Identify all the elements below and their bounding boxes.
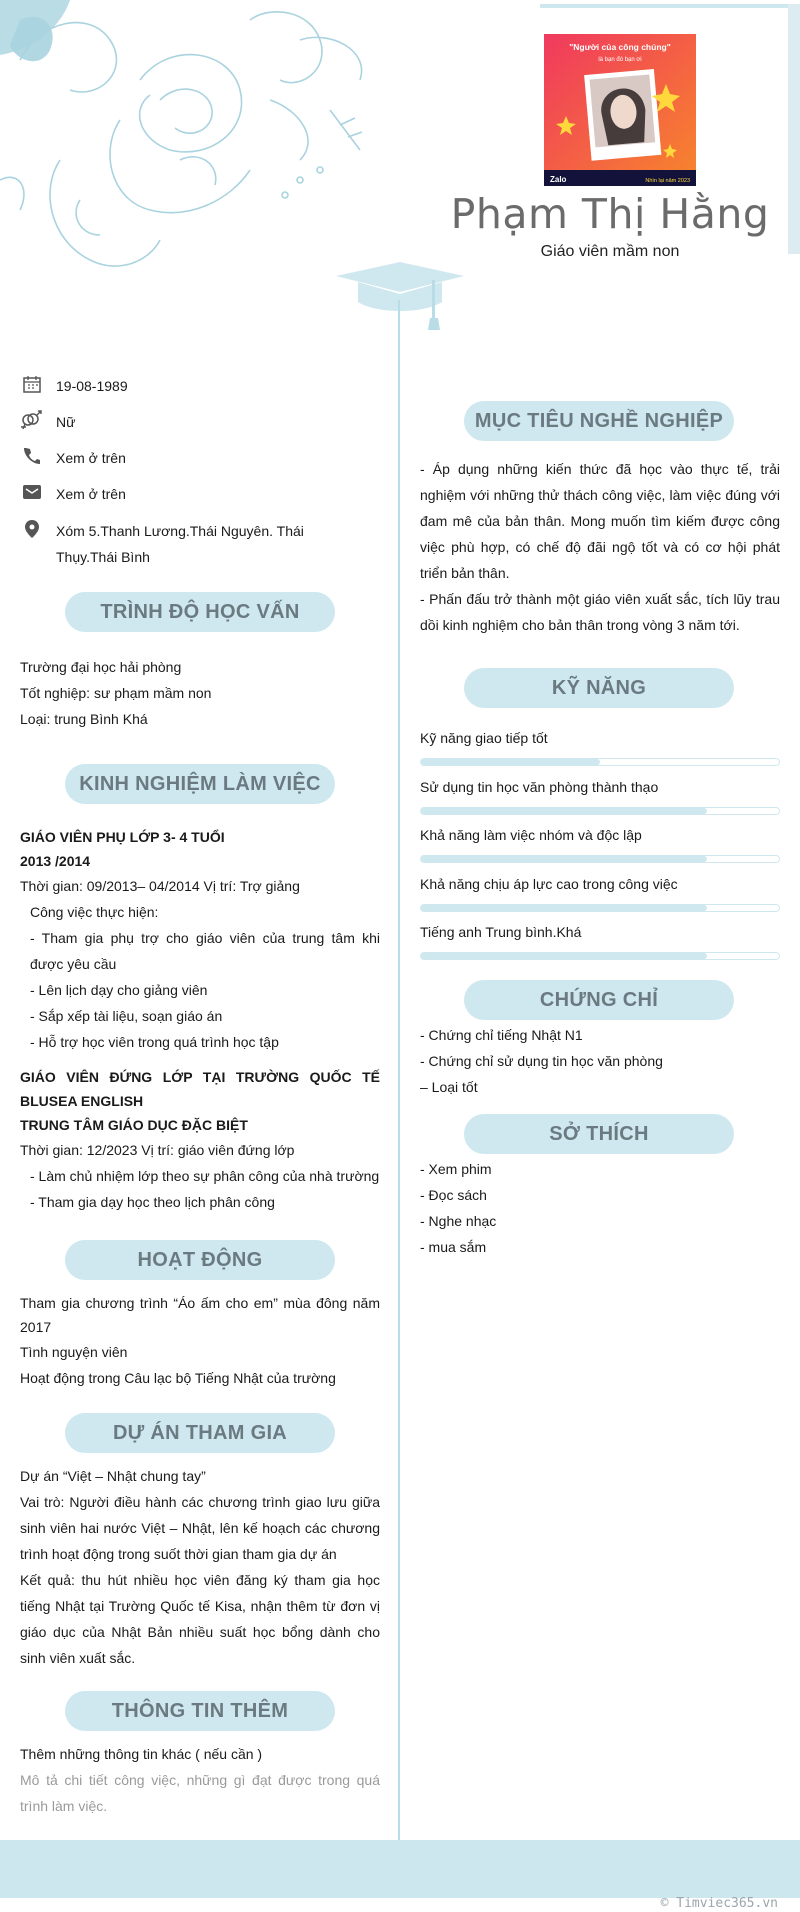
skill-level-bar — [420, 855, 780, 863]
job2-time: Thời gian: 12/2023 Vị trí: giáo viên đứng lớp — [20, 1142, 295, 1158]
activity-item: Tình nguyện viên — [20, 1344, 128, 1360]
job1-time: Thời gian: 09/2013– 04/2014 Vị trí: Trợ giảng — [20, 878, 300, 894]
skill-level-bar — [420, 758, 780, 766]
skills-heading: KỸ NĂNG — [464, 668, 734, 708]
education-school: Trường đại học hải phòng — [20, 659, 182, 675]
phone-icon — [20, 445, 44, 467]
avatar-sub: là bạn đó bạn ơi — [598, 57, 642, 63]
project-role: Vai trò: Người điều hành các chương trình giao lưu giữa sinh viên hai nước Việt – Nhật, lên kế hoạch các chương trình hoạt động trong suốt thời gian tham gia dự án — [20, 1494, 380, 1562]
projects-section — [20, 1463, 380, 1671]
birthdate: 19-08-1989 — [56, 378, 128, 394]
certificates-heading: CHỨNG CHỈ — [464, 980, 734, 1020]
objective-paragraph: - Áp dụng những kiến thức đã học vào thực tế, trải nghiệm với những thử thách công việc, làm việc đúng với đam mê của bản thân. Mong muốn tìm kiếm được công việc phù hợp, có chế độ đãi ngộ tốt và có cơ hội phát triển bản thân. — [420, 461, 780, 581]
activity-item: Tham gia chương trình “Áo ấm cho em” mùa đông năm 2017 — [20, 1295, 380, 1335]
education-section — [20, 654, 380, 732]
skill-level-fill — [421, 808, 707, 814]
skill-label: Sử dụng tin học văn phòng thành thạo — [420, 778, 659, 795]
hobby-item: - mua sắm — [420, 1239, 487, 1255]
education-grade: Loại: trung Bình Khá — [20, 711, 148, 727]
certificates-section — [420, 1022, 780, 1100]
address: Xóm 5.Thanh Lương.Thái Nguyên. Thái Thụy.Thái Bình — [56, 523, 304, 565]
hobbies-section — [420, 1156, 780, 1260]
skill-level-bar — [420, 952, 780, 960]
email-icon — [20, 481, 44, 503]
activities-section — [20, 1291, 380, 1391]
skill-label: Khả năng làm việc nhóm và độc lập — [420, 827, 642, 843]
objective-heading: MỤC TIÊU NGHỀ NGHIỆP — [464, 401, 734, 441]
job1-duty: - Tham gia phụ trợ cho giáo viên của trung tâm khi được yêu cầu — [30, 930, 380, 972]
footer-credit: © Timviec365.vn — [660, 1896, 778, 1911]
job2-title: GIÁO VIÊN ĐỨNG LỚP TẠI TRƯỜNG QUỐC TẾ BLUSEA ENGLISH — [20, 1069, 380, 1109]
skill-label: Tiếng anh Trung bình.Khá — [420, 924, 582, 940]
birthdate-row — [20, 373, 356, 399]
map-pin-icon — [20, 518, 44, 540]
education-major: Tốt nghiệp: sư phạm mầm non — [20, 685, 212, 701]
phone: Xem ở trên — [56, 450, 126, 466]
skill-label: Kỹ năng giao tiếp tốt — [420, 730, 548, 746]
job1-duty: - Lên lịch dạy cho giảng viên — [30, 982, 208, 998]
skill-level-fill — [421, 759, 600, 765]
objective-paragraph: - Phấn đấu trở thành một giáo viên xuất sắc, tích lũy trau dồi kinh nghiệm cho bản thân trong vòng 3 năm tới. — [420, 591, 780, 633]
skill-item — [420, 726, 780, 766]
job1-period: 2013 /2014 — [20, 853, 91, 869]
more-info-section — [20, 1741, 380, 1819]
gender-row — [20, 409, 356, 435]
certificate-item: – Loại tốt — [420, 1079, 478, 1095]
floral-decoration — [0, 0, 460, 300]
graduation-cap-icon — [336, 262, 464, 332]
certificate-item: - Chứng chỉ sử dụng tin học văn phòng — [420, 1053, 663, 1069]
avatar — [544, 34, 696, 186]
objective-section — [420, 456, 780, 638]
hobbies-heading: SỞ THÍCH — [464, 1114, 734, 1154]
avatar-brand: Zalo — [550, 175, 567, 184]
skill-level-fill — [421, 905, 707, 911]
phone-row — [20, 445, 356, 471]
job2-duty: - Làm chủ nhiệm lớp theo sự phân công của nhà trường — [30, 1168, 380, 1184]
calendar-icon — [20, 373, 44, 395]
skill-level-bar — [420, 904, 780, 912]
footer-band — [0, 1840, 800, 1898]
job1-duties-label: Công việc thực hiện: — [30, 904, 159, 920]
avatar-headline: "Người của công chúng" — [569, 42, 671, 52]
skill-item — [420, 920, 780, 960]
project-result: Kết quả: thu hút nhiều học viên đăng ký tham gia học tiếng Nhật tại Trường Quốc tế Kisa, nhận thêm từ đơn vị giáo dục của Nhật Bản nhiều suất học bổng dành cho sinh viên xuất sắc. — [20, 1572, 380, 1666]
job2-org: TRUNG TÂM GIÁO DỤC ĐẶC BIỆT — [20, 1117, 248, 1133]
projects-heading: DỰ ÁN THAM GIA — [65, 1413, 335, 1453]
hobby-item: - Đọc sách — [420, 1187, 487, 1203]
skill-level-bar — [420, 807, 780, 815]
gender-icon — [20, 409, 44, 431]
skill-item — [420, 775, 780, 815]
gender: Nữ — [56, 414, 76, 430]
skill-item — [420, 872, 780, 912]
candidate-name: Phạm Thị Hằng — [450, 190, 770, 238]
job1-duty: - Hỗ trợ học viên trong quá trình học tập — [30, 1034, 279, 1050]
experience-heading: KINH NGHIỆM LÀM VIỆC — [65, 764, 335, 804]
job2-duty: - Tham gia dạy học theo lịch phân công — [30, 1194, 275, 1210]
more-info-heading: THÔNG TIN THÊM — [65, 1691, 335, 1731]
job1-title: GIÁO VIÊN PHỤ LỚP 3- 4 TUỔI — [20, 829, 225, 845]
candidate-role: Giáo viên mầm non — [540, 243, 680, 260]
address-row — [20, 518, 356, 570]
skill-level-fill — [421, 953, 707, 959]
project-name: Dự án “Việt – Nhật chung tay” — [20, 1468, 206, 1484]
certificate-item: - Chứng chỉ tiếng Nhật N1 — [420, 1027, 583, 1043]
job1-duty: - Sắp xếp tài liệu, soạn giáo án — [30, 1008, 223, 1024]
experience-section — [20, 825, 380, 1215]
education-heading: TRÌNH ĐỘ HỌC VẤN — [65, 592, 335, 632]
hobby-item: - Xem phim — [420, 1161, 492, 1177]
avatar-tag: Nhìn lại năm 2023 — [645, 178, 690, 184]
email: Xem ở trên — [56, 486, 126, 502]
email-row — [20, 481, 356, 507]
column-divider — [398, 300, 400, 1840]
skill-level-fill — [421, 856, 707, 862]
hobby-item: - Nghe nhạc — [420, 1213, 497, 1229]
more-info-hint: Mô tả chi tiết công việc, những gì đạt được trong quá trình làm việc. — [20, 1772, 380, 1814]
skill-label: Khả năng chịu áp lực cao trong công việc — [420, 875, 678, 892]
more-info-line: Thêm những thông tin khác ( nếu cần ) — [20, 1746, 263, 1762]
activities-heading: HOẠT ĐỘNG — [65, 1240, 335, 1280]
activity-item: Hoạt động trong Câu lạc bộ Tiếng Nhật của trường — [20, 1370, 336, 1386]
skill-item — [420, 823, 780, 863]
